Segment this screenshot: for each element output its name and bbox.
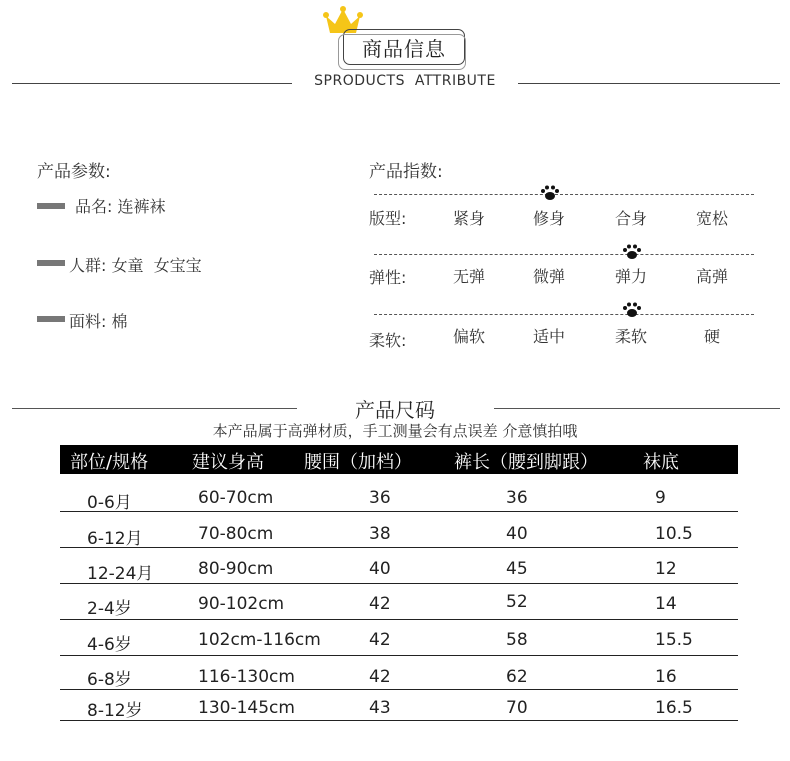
cell-length: 70 [506, 698, 528, 718]
index-heading: 产品指数: [369, 162, 443, 182]
cell-spec: 4-6岁 [87, 635, 132, 655]
cell-length: 58 [506, 630, 528, 650]
size-table-header [60, 445, 738, 474]
cell-waist: 42 [369, 594, 391, 614]
bullet-bar [37, 316, 65, 322]
index-label-fit: 版型: [369, 209, 407, 228]
table-row [60, 476, 738, 512]
section-title-product-info [343, 29, 465, 65]
section-subtitle: SPRODUCTS ATTRIBUTE [300, 73, 510, 89]
cell-sole: 15.5 [655, 630, 693, 650]
divider-right [494, 408, 780, 409]
cell-length: 36 [506, 488, 528, 508]
index-option: 修身 [532, 209, 565, 228]
index-option: 合身 [614, 209, 647, 228]
cell-spec: 8-12岁 [87, 701, 143, 721]
params-heading: 产品参数: [37, 162, 111, 182]
column-header: 裤长（腰到脚跟） [454, 452, 598, 473]
divider-left [12, 408, 297, 409]
param-fabric: 面料: 棉 [69, 312, 128, 331]
paw-marker-icon [622, 302, 642, 318]
param-name: 品名: 连裤袜 [75, 197, 166, 216]
cell-spec: 6-8岁 [87, 670, 132, 690]
column-header: 袜底 [643, 452, 679, 473]
param-audience: 人群: 女童 女宝宝 [69, 256, 202, 275]
divider-left [12, 83, 292, 84]
cell-waist: 40 [369, 559, 391, 579]
cell-height: 116-130cm [198, 667, 295, 687]
index-option: 高弹 [695, 267, 728, 286]
cell-sole: 12 [655, 559, 677, 579]
cell-height: 70-80cm [198, 524, 274, 544]
cell-height: 102cm-116cm [198, 630, 321, 650]
cell-sole: 14 [655, 594, 677, 614]
paw-marker-icon [540, 185, 560, 201]
table-row [60, 690, 738, 721]
size-heading: 产品尺码 [310, 394, 480, 423]
table-row [60, 584, 738, 620]
index-scale-line [374, 254, 754, 255]
index-option: 无弹 [452, 267, 485, 286]
cell-sole: 9 [655, 488, 666, 508]
index-option: 微弹 [532, 267, 565, 286]
bullet-bar [37, 260, 65, 266]
cell-height: 80-90cm [198, 559, 274, 579]
title-text: 商品信息 [362, 36, 446, 61]
index-scale-line [374, 194, 754, 195]
cell-height: 90-102cm [198, 594, 285, 614]
column-header: 部位/规格 [70, 452, 149, 473]
index-option: 硬 [703, 327, 720, 346]
index-label-elasticity: 弹性: [369, 268, 407, 287]
cell-length: 40 [506, 524, 528, 544]
cell-waist: 42 [369, 667, 391, 687]
table-row [60, 620, 738, 656]
cell-sole: 16 [655, 667, 677, 687]
column-header: 腰围（加档） [304, 452, 412, 473]
cell-height: 130-145cm [198, 698, 295, 718]
cell-waist: 43 [369, 698, 391, 718]
cell-waist: 38 [369, 524, 391, 544]
index-option: 适中 [532, 327, 565, 346]
cell-spec: 6-12月 [87, 529, 143, 549]
index-option: 偏软 [452, 327, 485, 346]
bullet-bar [37, 203, 65, 209]
index-option: 宽松 [695, 209, 728, 228]
index-scale-line [374, 314, 754, 315]
cell-spec: 12-24月 [87, 564, 154, 584]
cell-spec: 0-6月 [87, 493, 132, 513]
cell-height: 60-70cm [198, 488, 274, 508]
size-note: 本产品属于高弹材质，手工测量会有点误差 介意慎拍哦 [212, 422, 578, 440]
cell-waist: 42 [369, 630, 391, 650]
column-header: 建议身高 [192, 452, 264, 473]
table-row [60, 656, 738, 690]
index-option: 柔软 [614, 327, 647, 346]
cell-sole: 10.5 [655, 524, 693, 544]
cell-length: 62 [506, 667, 528, 687]
index-option: 弹力 [614, 267, 647, 286]
table-row [60, 548, 738, 584]
table-row [60, 512, 738, 548]
cell-spec: 2-4岁 [87, 599, 132, 619]
paw-marker-icon [622, 244, 642, 260]
cell-length: 52 [506, 592, 528, 612]
cell-sole: 16.5 [655, 698, 693, 718]
cell-waist: 36 [369, 488, 391, 508]
divider-right [518, 83, 780, 84]
index-option: 紧身 [452, 209, 485, 228]
cell-length: 45 [506, 559, 528, 579]
index-label-softness: 柔软: [369, 331, 407, 350]
